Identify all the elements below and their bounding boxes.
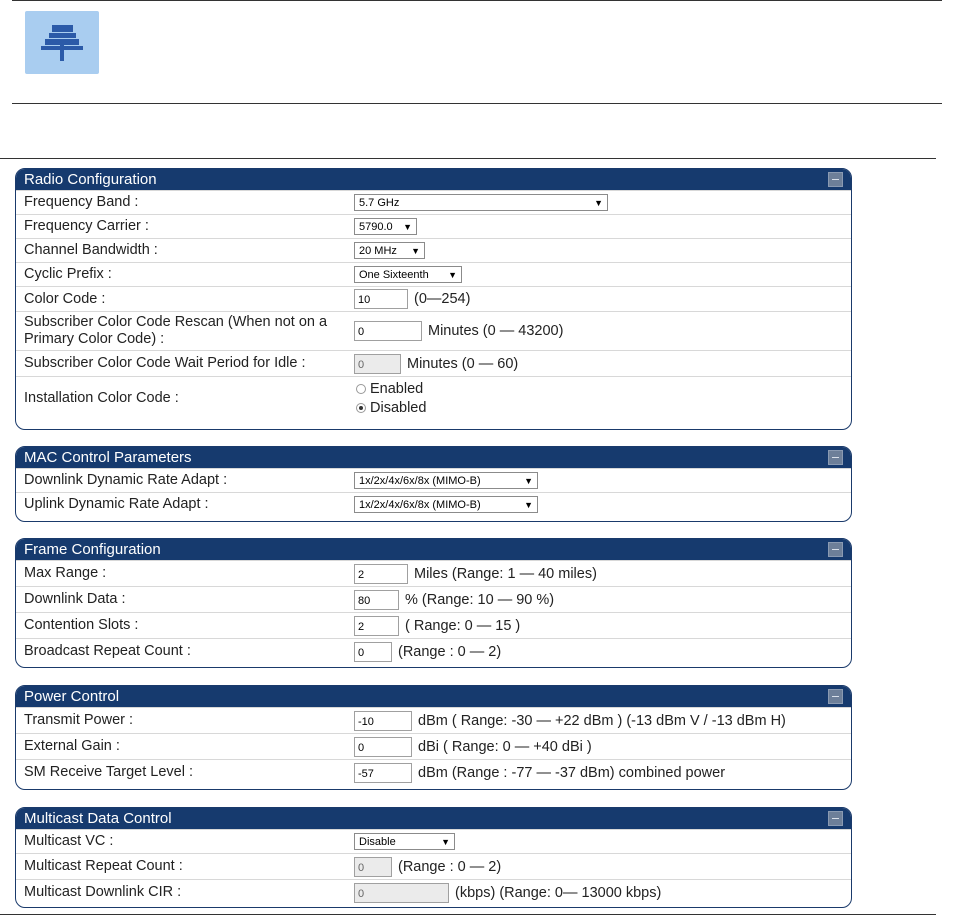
chevron-down-icon: ▼ xyxy=(441,837,450,847)
downlink-rate-adapt-row xyxy=(16,468,851,492)
multicast-repeat-input[interactable]: 0 xyxy=(354,857,392,877)
top-rule xyxy=(12,0,942,1)
field-label: Max Range : xyxy=(24,565,107,581)
field-label: Multicast VC : xyxy=(24,833,114,849)
multicast-cir-hint: (kbps) (Range: 0— 13000 kbps) xyxy=(455,884,662,901)
field-label: Channel Bandwidth : xyxy=(24,242,158,258)
field-label: Multicast Downlink CIR : xyxy=(24,884,182,900)
broadcast-repeat-hint: (Range : 0 — 2) xyxy=(398,643,502,660)
panel-header xyxy=(16,539,851,560)
figure-bottom-rule xyxy=(0,914,936,915)
figure-top-rule xyxy=(0,158,936,159)
field-label: Downlink Data : xyxy=(24,591,126,607)
installation-color-code-row xyxy=(16,376,851,419)
panel-title: MAC Control Parameters xyxy=(24,449,192,466)
external-gain-input[interactable]: 0 xyxy=(354,737,412,757)
frequency-band-select[interactable]: 5.7 GHz ▼ xyxy=(354,194,608,211)
max-range-row xyxy=(16,560,851,586)
panel-title: Radio Configuration xyxy=(24,171,157,188)
enabled-radio[interactable]: Enabled xyxy=(354,379,426,398)
contention-slots-row xyxy=(16,612,851,638)
radio-configuration-panel xyxy=(15,168,852,430)
chevron-down-icon: ▼ xyxy=(594,198,603,208)
transmit-power-hint: dBm ( Range: -30 — +22 dBm ) (-13 dBm V / -13 dBm H) xyxy=(418,712,786,729)
chevron-down-icon: ▼ xyxy=(448,270,457,280)
multicast-data-control-panel xyxy=(15,807,852,908)
transmit-power-input[interactable]: -10 xyxy=(354,711,412,731)
panel-title: Frame Configuration xyxy=(24,541,161,558)
contention-slots-input[interactable]: 2 xyxy=(354,616,399,636)
channel-bandwidth-select[interactable]: 20 MHz ▼ xyxy=(354,242,425,259)
multicast-repeat-row xyxy=(16,853,851,879)
note-rule xyxy=(12,103,942,104)
frame-configuration-panel xyxy=(15,538,852,668)
field-label: Downlink Dynamic Rate Adapt : xyxy=(24,472,228,488)
field-label: Contention Slots : xyxy=(24,617,139,633)
multicast-cir-row xyxy=(16,879,851,905)
panel-header xyxy=(16,169,851,190)
panel-header xyxy=(16,447,851,468)
broadcast-repeat-input[interactable]: 0 xyxy=(354,642,392,662)
color-code-row xyxy=(16,286,851,311)
panel-header xyxy=(16,686,851,707)
chevron-down-icon: ▼ xyxy=(524,476,533,486)
radio-button-selected[interactable] xyxy=(356,403,366,413)
field-label: External Gain : xyxy=(24,738,120,754)
color-code-rescan-row xyxy=(16,311,851,350)
sm-target-hint: dBm (Range : -77 — -37 dBm) combined power xyxy=(418,764,726,781)
external-gain-row xyxy=(16,733,851,759)
color-code-rescan-hint: Minutes (0 — 43200) xyxy=(428,323,564,339)
field-label: Uplink Dynamic Rate Adapt : xyxy=(24,496,209,512)
color-code-input[interactable]: 10 xyxy=(354,289,408,309)
collapse-icon[interactable] xyxy=(828,689,843,704)
field-label: Subscriber Color Code Rescan (When not on a Primary Color Code) : xyxy=(24,314,328,347)
uplink-rate-adapt-select[interactable]: 1x/2x/4x/6x/8x (MIMO-B) ▼ xyxy=(354,496,538,513)
field-label: SM Receive Target Level : xyxy=(24,764,193,780)
transmit-power-row xyxy=(16,707,851,733)
wait-period-row xyxy=(16,350,851,376)
field-label: Color Code : xyxy=(24,290,106,307)
disabled-radio[interactable]: Disabled xyxy=(354,398,426,417)
sm-target-row xyxy=(16,759,851,785)
broadcast-repeat-row xyxy=(16,638,851,664)
multicast-cir-input[interactable]: 0 xyxy=(354,883,449,903)
frequency-band-row xyxy=(16,190,851,214)
collapse-icon[interactable] xyxy=(828,542,843,557)
frequency-carrier-row xyxy=(16,214,851,238)
color-code-rescan-input[interactable]: 0 xyxy=(354,321,422,341)
channel-bandwidth-row xyxy=(16,238,851,262)
multicast-repeat-hint: (Range : 0 — 2) xyxy=(398,858,502,875)
power-control-panel xyxy=(15,685,852,790)
field-label: Subscriber Color Code Wait Period for Idle : xyxy=(24,355,306,371)
field-label: Frequency Band : xyxy=(24,194,139,210)
collapse-icon[interactable] xyxy=(828,811,843,826)
downlink-data-input[interactable]: 80 xyxy=(354,590,399,610)
frequency-carrier-select[interactable]: 5790.0 ▼ xyxy=(354,218,417,235)
color-code-hint: (0—254) xyxy=(414,291,471,307)
contention-slots-hint: ( Range: 0 — 15 ) xyxy=(405,617,521,634)
downlink-data-hint: % (Range: 10 — 90 %) xyxy=(405,591,555,608)
cyclic-prefix-row xyxy=(16,262,851,286)
field-label: Cyclic Prefix : xyxy=(24,266,112,282)
uplink-rate-adapt-row xyxy=(16,492,851,516)
field-label: Frequency Carrier : xyxy=(24,218,149,234)
max-range-hint: Miles (Range: 1 — 40 miles) xyxy=(414,565,597,582)
downlink-data-row xyxy=(16,586,851,612)
max-range-input[interactable]: 2 xyxy=(354,564,408,584)
panel-title: Power Control xyxy=(24,688,120,705)
sm-target-input[interactable]: -57 xyxy=(354,763,412,783)
chevron-down-icon: ▼ xyxy=(524,500,533,510)
collapse-icon[interactable] xyxy=(828,172,843,187)
panel-title: Multicast Data Control xyxy=(24,810,172,827)
radio-button[interactable] xyxy=(356,384,366,394)
multicast-vc-row xyxy=(16,829,851,853)
multicast-vc-select[interactable]: Disable ▼ xyxy=(354,833,455,850)
panel-header xyxy=(16,808,851,829)
wait-period-hint: Minutes (0 — 60) xyxy=(407,355,519,372)
field-label: Broadcast Repeat Count : xyxy=(24,643,191,659)
wait-period-input[interactable]: 0 xyxy=(354,354,401,374)
cyclic-prefix-select[interactable]: One Sixteenth ▼ xyxy=(354,266,462,283)
field-label: Transmit Power : xyxy=(24,712,134,728)
mac-control-panel xyxy=(15,446,852,522)
chevron-down-icon: ▼ xyxy=(403,222,412,232)
external-gain-hint: dBi ( Range: 0 — +40 dBi ) xyxy=(418,738,592,755)
collapse-icon[interactable] xyxy=(828,450,843,465)
field-label: Installation Color Code : xyxy=(24,389,179,406)
downlink-rate-adapt-select[interactable]: 1x/2x/4x/6x/8x (MIMO-B) ▼ xyxy=(354,472,538,489)
field-label: Multicast Repeat Count : xyxy=(24,858,183,874)
pin-icon xyxy=(25,11,99,74)
chevron-down-icon: ▼ xyxy=(411,246,420,256)
